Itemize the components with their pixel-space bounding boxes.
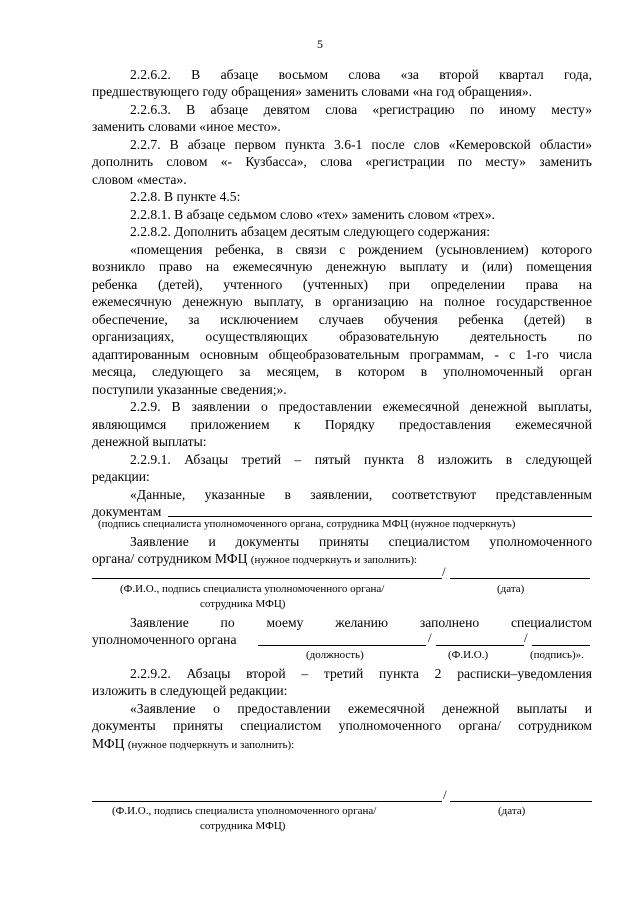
- date-caption: (дата): [497, 583, 525, 595]
- slash: /: [524, 630, 528, 645]
- page-number: 5: [317, 37, 323, 51]
- fio-signature-line: [92, 578, 442, 579]
- mfc-caption: сотрудника МФЦ): [200, 820, 286, 832]
- fill-hint: (нужное подчеркнуть и заполнить):: [127, 739, 295, 751]
- paragraph-line: адаптированным основным общеобразовательным программам, - с 1-го числа: [92, 347, 592, 362]
- paragraph-line: поступили указанные сведения;».: [92, 382, 287, 397]
- fio-caption: (Ф.И.О.): [448, 649, 489, 661]
- position-line: [258, 645, 426, 646]
- paragraph-line: 2.2.9.2. Абзацы второй – третий пункта 2 расписки–уведомления: [130, 666, 592, 681]
- date-line: [450, 801, 592, 802]
- fio-signature-line: [92, 801, 442, 802]
- paragraph-line: документам: [92, 504, 162, 519]
- paragraph-line: уполномоченного органа: [92, 632, 237, 647]
- fill-hint: (нужное подчеркнуть и заполнить):: [250, 554, 418, 566]
- slash: /: [428, 630, 432, 645]
- mfc-caption: сотрудника МФЦ): [200, 598, 286, 610]
- position-caption: (должность): [306, 649, 364, 661]
- paragraph-line: [92, 550, 417, 569]
- paragraph-line: 2.2.8.1. В абзаце седьмом слово «тех» заменить словом «трех».: [130, 207, 495, 222]
- paragraph-line: 2.2.9.1. Абзацы третий – пятый пункта 8 изложить в следующей: [130, 452, 592, 467]
- paragraph-line: «Заявление о предоставлении ежемесячной денежной выплаты и: [130, 701, 592, 716]
- paragraph-line: 2.2.6.3. В абзаце девятом слова «регистрацию по иному месту»: [130, 102, 592, 117]
- paragraph-line: предшествующего году обращения» заменить словами «на год обращения».: [92, 84, 533, 99]
- paragraph-line: словом «места».: [92, 172, 187, 187]
- paragraph-line: месяца, следующего за месяцем, в котором в уполномоченный орган: [92, 364, 592, 379]
- paragraph-line: являющимся приложением к Порядку предоставления ежемесячной: [92, 417, 592, 432]
- paragraph-line: дополнить словом «- Кузбасса», слова «регистрации по месту» заменить: [92, 154, 592, 169]
- paragraph-line: «помещения ребенка, в связи с рождением (усыновлением) которого: [130, 242, 592, 257]
- signature-caption: (подпись)».: [530, 649, 584, 661]
- slash: /: [442, 564, 446, 579]
- paragraph-line: денежной выплаты:: [92, 434, 207, 449]
- text-span: МФЦ: [92, 736, 125, 751]
- paragraph-line: «Данные, указанные в заявлении, соответствуют представленным: [130, 487, 592, 502]
- paragraph-line: [92, 735, 294, 754]
- date-caption: (дата): [498, 805, 526, 817]
- paragraph-line: заменить словами «иное место».: [92, 119, 281, 134]
- paragraph-line: ребенка (детей), учтенного (учтенных) при определении права на: [92, 277, 592, 292]
- fio-signature-caption: (Ф.И.О., подпись специалиста уполномоченного органа/: [112, 805, 377, 817]
- signature-line: [532, 645, 590, 646]
- paragraph-line: 2.2.6.2. В абзаце восьмом слова «за второй квартал года,: [130, 67, 592, 82]
- text-span: органа/ сотрудником МФЦ: [92, 551, 248, 566]
- underline-hint: (подпись специалиста уполномоченного органа, сотрудника МФЦ (нужное подчеркнуть): [98, 518, 516, 530]
- paragraph-line: Заявление по моему желанию заполнено специалистом: [130, 615, 592, 630]
- paragraph-line: редакции:: [92, 469, 150, 484]
- paragraph-line: обеспечение, за исключением случаев обучения ребенка (детей) в: [92, 312, 592, 327]
- paragraph-line: организациях, осуществляющих образовательную деятельность по: [92, 329, 592, 344]
- fio-line: [436, 645, 524, 646]
- date-line: [450, 578, 590, 579]
- paragraph-line: 2.2.8. В пункте 4.5:: [130, 189, 241, 204]
- fio-signature-caption: (Ф.И.О., подпись специалиста уполномоченного органа/: [120, 583, 385, 595]
- paragraph-line: возникло право на ежемесячную денежную выплату и (или) помещения: [92, 259, 592, 274]
- signature-line: [168, 516, 592, 517]
- paragraph-line: 2.2.7. В абзаце первом пункта 3.6-1 после слов «Кемеровской области»: [130, 137, 592, 152]
- slash: /: [443, 787, 447, 802]
- paragraph-line: Заявление и документы приняты специалистом уполномоченного: [130, 534, 592, 549]
- paragraph-line: документы приняты специалистом уполномоченного органа/ сотрудником: [92, 718, 592, 733]
- paragraph-line: 2.2.9. В заявлении о предоставлении ежемесячной денежной выплаты,: [130, 399, 592, 414]
- paragraph-line: изложить в следующей редакции:: [92, 683, 288, 698]
- paragraph-line: 2.2.8.2. Дополнить абзацем десятым следующего содержания:: [130, 224, 490, 239]
- paragraph-line: ежемесячную денежную выплату, в организацию на полное государственное: [92, 294, 592, 309]
